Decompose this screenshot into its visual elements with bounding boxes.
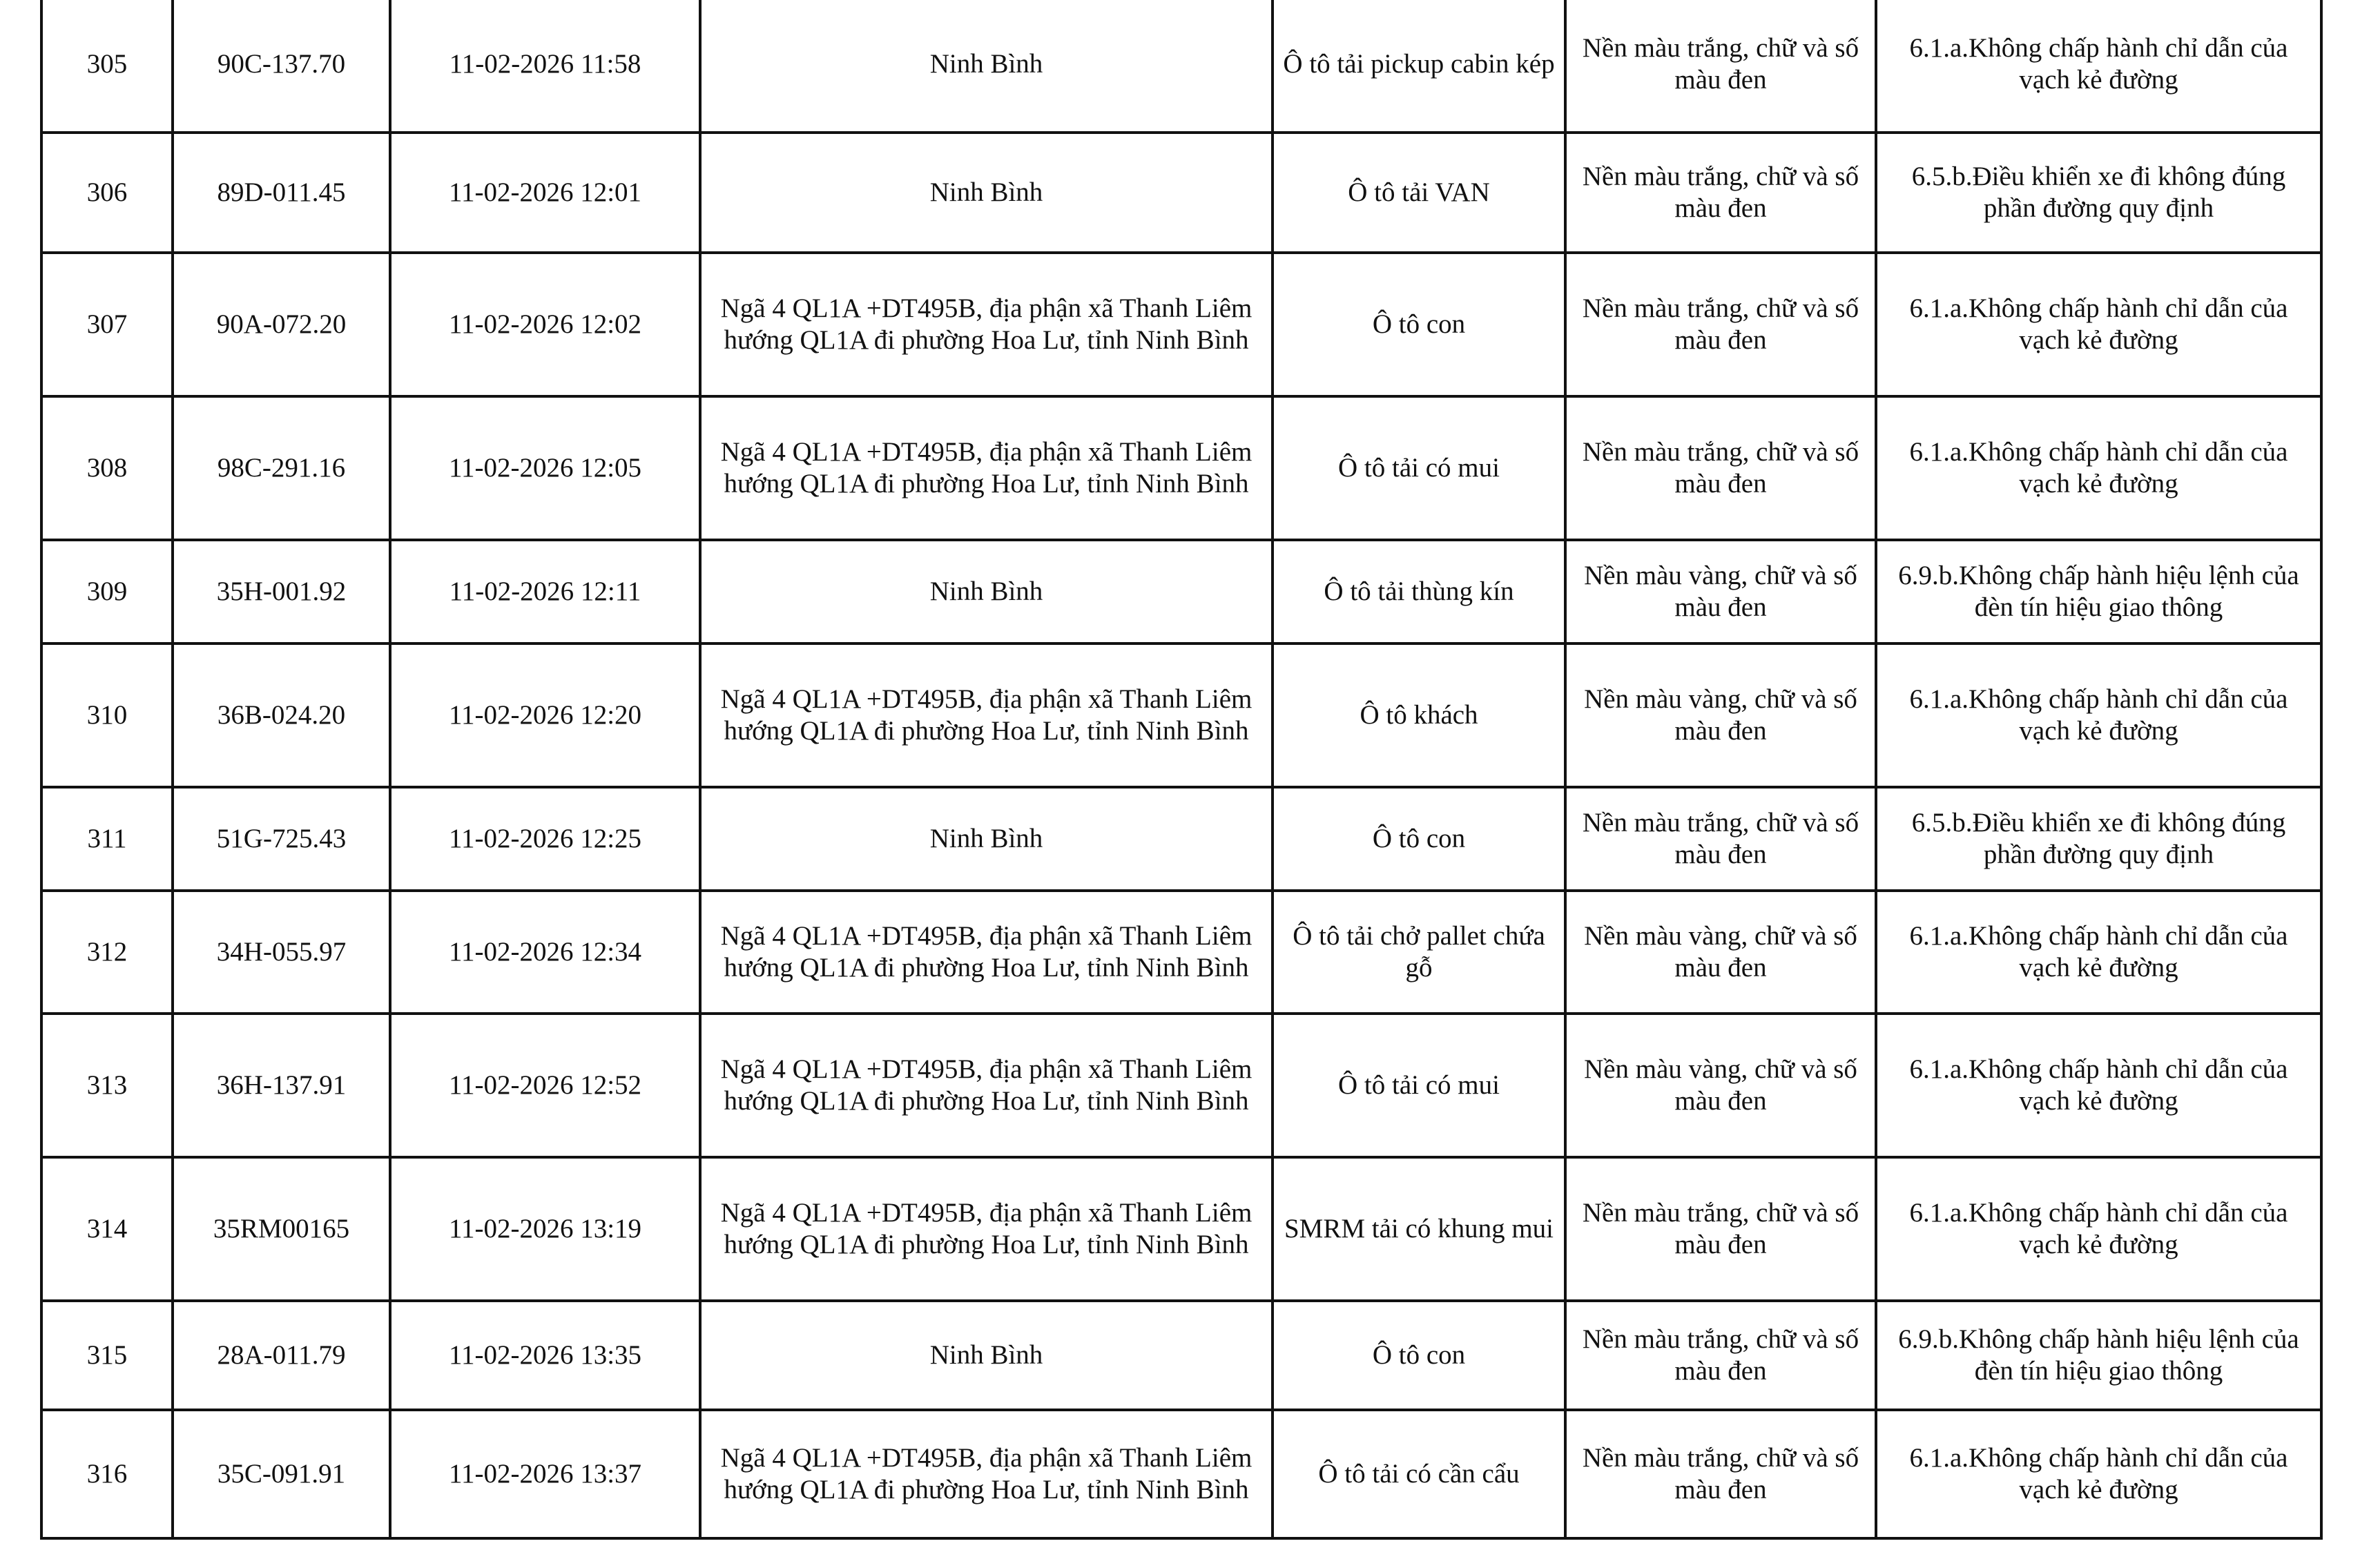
location-cell-text: Ngã 4 QL1A +DT495B, địa phận xã Thanh Liêm hướng QL1A đi phường Hoa Lư, tỉnh Ninh Bình	[720, 1054, 1252, 1116]
vehicle-type-cell-text: Ô tô con	[1372, 824, 1466, 853]
violation-cell-text: 6.1.a.Không chấp hành chỉ dẫn của vạch kẻ đường	[1909, 437, 2288, 499]
location-cell	[700, 1014, 1273, 1157]
license-plate-cell-text: 35RM00165	[213, 1214, 350, 1243]
location-cell-text: Ngã 4 QL1A +DT495B, địa phận xã Thanh Liêm hướng QL1A đi phường Hoa Lư, tỉnh Ninh Bình	[720, 921, 1252, 983]
license-plate-cell	[173, 1301, 390, 1410]
plate-color-cell	[1565, 133, 1876, 253]
row-number-cell	[41, 0, 173, 133]
location-cell-text: Ninh Bình	[929, 824, 1043, 853]
location-cell-text: Ngã 4 QL1A +DT495B, địa phận xã Thanh Liêm hướng QL1A đi phường Hoa Lư, tỉnh Ninh Bình	[720, 684, 1252, 746]
plate-color-cell-text: Nền màu vàng, chữ và số màu đen	[1584, 921, 1857, 983]
plate-color-cell-text: Nền màu trắng, chữ và số màu đen	[1582, 1198, 1859, 1259]
row-number-cell	[41, 1157, 173, 1301]
violation-time-cell-text: 11-02-2026 12:05	[448, 453, 642, 483]
vehicle-type-cell	[1273, 1301, 1565, 1410]
row-number-cell-text: 311	[87, 824, 127, 853]
license-plate-cell	[173, 643, 390, 787]
license-plate-cell-text: 36H-137.91	[216, 1070, 347, 1100]
violation-time-cell	[390, 540, 700, 643]
plate-color-cell	[1565, 0, 1876, 133]
row-number-cell-text: 316	[86, 1459, 128, 1489]
violation-cell	[1876, 1014, 2321, 1157]
violation-cell-text: 6.5.b.Điều khiển xe đi không đúng phần đường quy định	[1911, 808, 2286, 869]
row-number-cell	[41, 396, 173, 540]
row-number-cell	[41, 891, 173, 1014]
table-row	[41, 540, 2321, 643]
plate-color-cell	[1565, 891, 1876, 1014]
row-number-cell-text: 309	[86, 577, 128, 606]
row-number-cell-text: 314	[86, 1214, 128, 1243]
location-cell	[700, 1410, 1273, 1538]
violations-table-container	[40, 0, 2320, 1540]
violation-time-cell	[390, 133, 700, 253]
plate-color-cell	[1565, 643, 1876, 787]
vehicle-type-cell	[1273, 133, 1565, 253]
violation-time-cell	[390, 1410, 700, 1538]
license-plate-cell	[173, 787, 390, 891]
plate-color-cell-text: Nền màu trắng, chữ và số màu đen	[1582, 1443, 1859, 1504]
vehicle-type-cell-text: SMRM tải có khung mui	[1284, 1214, 1554, 1243]
violation-time-cell	[390, 643, 700, 787]
violation-cell	[1876, 1301, 2321, 1410]
location-cell-text: Ninh Bình	[929, 577, 1043, 606]
location-cell-text: Ngã 4 QL1A +DT495B, địa phận xã Thanh Liêm hướng QL1A đi phường Hoa Lư, tỉnh Ninh Bình	[720, 1443, 1252, 1504]
vehicle-type-cell-text: Ô tô tải thùng kín	[1324, 577, 1514, 606]
violation-cell	[1876, 0, 2321, 133]
location-cell	[700, 253, 1273, 396]
location-cell	[700, 0, 1273, 133]
license-plate-cell	[173, 1014, 390, 1157]
license-plate-cell-text: 35H-001.92	[216, 577, 347, 606]
violation-cell	[1876, 1157, 2321, 1301]
table-row	[41, 1014, 2321, 1157]
violation-cell-text: 6.1.a.Không chấp hành chỉ dẫn của vạch kẻ đường	[1909, 1054, 2288, 1116]
violation-time-cell	[390, 891, 700, 1014]
violation-cell	[1876, 396, 2321, 540]
plate-color-cell-text: Nền màu vàng, chữ và số màu đen	[1584, 1054, 1857, 1116]
location-cell	[700, 787, 1273, 891]
table-row	[41, 396, 2321, 540]
plate-color-cell-text: Nền màu vàng, chữ và số màu đen	[1584, 561, 1857, 622]
license-plate-cell	[173, 540, 390, 643]
license-plate-cell	[173, 0, 390, 133]
violation-cell-text: 6.1.a.Không chấp hành chỉ dẫn của vạch kẻ đường	[1909, 684, 2288, 746]
license-plate-cell	[173, 1410, 390, 1538]
violation-time-cell-text: 11-02-2026 12:20	[448, 700, 642, 730]
vehicle-type-cell	[1273, 643, 1565, 787]
vehicle-type-cell-text: Ô tô khách	[1360, 700, 1478, 730]
violation-cell	[1876, 253, 2321, 396]
license-plate-cell-text: 98C-291.16	[217, 453, 346, 483]
plate-color-cell	[1565, 787, 1876, 891]
violation-cell	[1876, 133, 2321, 253]
row-number-cell-text: 305	[86, 49, 128, 79]
vehicle-type-cell-text: Ô tô tải có cần cẩu	[1318, 1459, 1520, 1489]
violation-cell-text: 6.9.b.Không chấp hành hiệu lệnh của đèn tín hiệu giao thông	[1898, 1324, 2299, 1386]
vehicle-type-cell	[1273, 540, 1565, 643]
row-number-cell	[41, 540, 173, 643]
location-cell-text: Ngã 4 QL1A +DT495B, địa phận xã Thanh Liêm hướng QL1A đi phường Hoa Lư, tỉnh Ninh Bình	[720, 293, 1252, 355]
plate-color-cell	[1565, 1301, 1876, 1410]
violation-time-cell-text: 11-02-2026 11:58	[449, 49, 641, 79]
plate-color-cell	[1565, 540, 1876, 643]
row-number-cell	[41, 253, 173, 396]
vehicle-type-cell	[1273, 891, 1565, 1014]
violation-time-cell	[390, 787, 700, 891]
violation-time-cell	[390, 1301, 700, 1410]
vehicle-type-cell	[1273, 1014, 1565, 1157]
violation-time-cell-text: 11-02-2026 13:37	[448, 1459, 642, 1489]
row-number-cell-text: 308	[86, 453, 128, 483]
vehicle-type-cell	[1273, 1410, 1565, 1538]
violation-cell	[1876, 891, 2321, 1014]
plate-color-cell-text: Nền màu trắng, chữ và số màu đen	[1582, 808, 1859, 869]
violations-table	[40, 0, 2323, 1540]
violation-cell	[1876, 643, 2321, 787]
plate-color-cell	[1565, 1014, 1876, 1157]
license-plate-cell-text: 35C-091.91	[217, 1459, 346, 1489]
row-number-cell	[41, 133, 173, 253]
location-cell	[700, 540, 1273, 643]
plate-color-cell	[1565, 1410, 1876, 1538]
location-cell-text: Ninh Bình	[929, 177, 1043, 207]
violation-time-cell-text: 11-02-2026 12:01	[448, 177, 642, 207]
row-number-cell-text: 310	[86, 700, 128, 730]
vehicle-type-cell-text: Ô tô tải pickup cabin kép	[1283, 49, 1555, 79]
location-cell-text: Ninh Bình	[929, 49, 1043, 79]
license-plate-cell-text: 90A-072.20	[216, 309, 347, 339]
violation-cell-text: 6.9.b.Không chấp hành hiệu lệnh của đèn tín hiệu giao thông	[1898, 561, 2299, 622]
violation-cell	[1876, 1410, 2321, 1538]
location-cell	[700, 643, 1273, 787]
table-row	[41, 133, 2321, 253]
license-plate-cell-text: 51G-725.43	[216, 824, 347, 853]
row-number-cell-text: 306	[86, 177, 128, 207]
vehicle-type-cell	[1273, 253, 1565, 396]
row-number-cell-text: 312	[86, 937, 128, 967]
violation-time-cell	[390, 253, 700, 396]
plate-color-cell	[1565, 396, 1876, 540]
violation-time-cell-text: 11-02-2026 13:35	[448, 1340, 642, 1370]
table-row	[41, 0, 2321, 133]
row-number-cell	[41, 643, 173, 787]
violation-cell-text: 6.1.a.Không chấp hành chỉ dẫn của vạch kẻ đường	[1909, 293, 2288, 355]
row-number-cell-text: 315	[86, 1340, 128, 1370]
violation-time-cell	[390, 1014, 700, 1157]
location-cell	[700, 891, 1273, 1014]
violation-cell	[1876, 787, 2321, 891]
table-row	[41, 891, 2321, 1014]
table-row	[41, 643, 2321, 787]
violation-cell	[1876, 540, 2321, 643]
license-plate-cell	[173, 1157, 390, 1301]
vehicle-type-cell	[1273, 396, 1565, 540]
table-row	[41, 1410, 2321, 1538]
plate-color-cell-text: Nền màu trắng, chữ và số màu đen	[1582, 437, 1859, 499]
location-cell	[700, 1157, 1273, 1301]
plate-color-cell	[1565, 1157, 1876, 1301]
violation-time-cell	[390, 0, 700, 133]
vehicle-type-cell-text: Ô tô tải VAN	[1348, 177, 1490, 207]
plate-color-cell	[1565, 253, 1876, 396]
violation-time-cell-text: 11-02-2026 13:19	[448, 1214, 642, 1243]
table-row	[41, 1301, 2321, 1410]
plate-color-cell-text: Nền màu vàng, chữ và số màu đen	[1584, 684, 1857, 746]
row-number-cell-text: 307	[86, 309, 128, 339]
vehicle-type-cell-text: Ô tô con	[1372, 309, 1466, 339]
license-plate-cell-text: 28A-011.79	[217, 1340, 346, 1370]
violation-time-cell-text: 11-02-2026 12:34	[448, 937, 642, 967]
vehicle-type-cell	[1273, 0, 1565, 133]
license-plate-cell	[173, 253, 390, 396]
table-row	[41, 1157, 2321, 1301]
vehicle-type-cell-text: Ô tô con	[1372, 1340, 1466, 1370]
location-cell-text: Ninh Bình	[929, 1340, 1043, 1370]
row-number-cell	[41, 1410, 173, 1538]
violation-time-cell-text: 11-02-2026 12:52	[448, 1070, 642, 1100]
plate-color-cell-text: Nền màu trắng, chữ và số màu đen	[1582, 162, 1859, 223]
vehicle-type-cell	[1273, 1157, 1565, 1301]
plate-color-cell-text: Nền màu trắng, chữ và số màu đen	[1582, 293, 1859, 355]
table-row	[41, 787, 2321, 891]
license-plate-cell-text: 90C-137.70	[217, 49, 346, 79]
violation-cell-text: 6.1.a.Không chấp hành chỉ dẫn của vạch kẻ đường	[1909, 1198, 2288, 1259]
location-cell	[700, 396, 1273, 540]
location-cell	[700, 133, 1273, 253]
row-number-cell	[41, 1301, 173, 1410]
license-plate-cell-text: 36B-024.20	[217, 700, 346, 730]
row-number-cell	[41, 1014, 173, 1157]
plate-color-cell-text: Nền màu trắng, chữ và số màu đen	[1582, 33, 1859, 95]
table-row	[41, 253, 2321, 396]
vehicle-type-cell-text: Ô tô tải có mui	[1338, 453, 1500, 483]
location-cell-text: Ngã 4 QL1A +DT495B, địa phận xã Thanh Liêm hướng QL1A đi phường Hoa Lư, tỉnh Ninh Bình	[720, 1198, 1252, 1259]
plate-color-cell-text: Nền màu trắng, chữ và số màu đen	[1582, 1324, 1859, 1386]
vehicle-type-cell-text: Ô tô tải chở pallet chứa gỗ	[1293, 921, 1545, 983]
violation-time-cell-text: 11-02-2026 12:11	[449, 577, 641, 606]
license-plate-cell	[173, 396, 390, 540]
violation-cell-text: 6.1.a.Không chấp hành chỉ dẫn của vạch kẻ đường	[1909, 921, 2288, 983]
license-plate-cell	[173, 133, 390, 253]
table-body	[41, 0, 2321, 1538]
violation-time-cell	[390, 1157, 700, 1301]
license-plate-cell	[173, 891, 390, 1014]
violation-cell-text: 6.1.a.Không chấp hành chỉ dẫn của vạch kẻ đường	[1909, 1443, 2288, 1504]
row-number-cell	[41, 787, 173, 891]
violation-time-cell	[390, 396, 700, 540]
license-plate-cell-text: 34H-055.97	[216, 937, 347, 967]
violation-time-cell-text: 11-02-2026 12:02	[448, 309, 642, 339]
location-cell	[700, 1301, 1273, 1410]
vehicle-type-cell-text: Ô tô tải có mui	[1338, 1070, 1500, 1100]
violation-cell-text: 6.5.b.Điều khiển xe đi không đúng phần đường quy định	[1911, 162, 2286, 223]
location-cell-text: Ngã 4 QL1A +DT495B, địa phận xã Thanh Liêm hướng QL1A đi phường Hoa Lư, tỉnh Ninh Bình	[720, 437, 1252, 499]
license-plate-cell-text: 89D-011.45	[217, 177, 346, 207]
violation-time-cell-text: 11-02-2026 12:25	[448, 824, 642, 853]
violation-cell-text: 6.1.a.Không chấp hành chỉ dẫn của vạch kẻ đường	[1909, 33, 2288, 95]
row-number-cell-text: 313	[86, 1070, 128, 1100]
vehicle-type-cell	[1273, 787, 1565, 891]
